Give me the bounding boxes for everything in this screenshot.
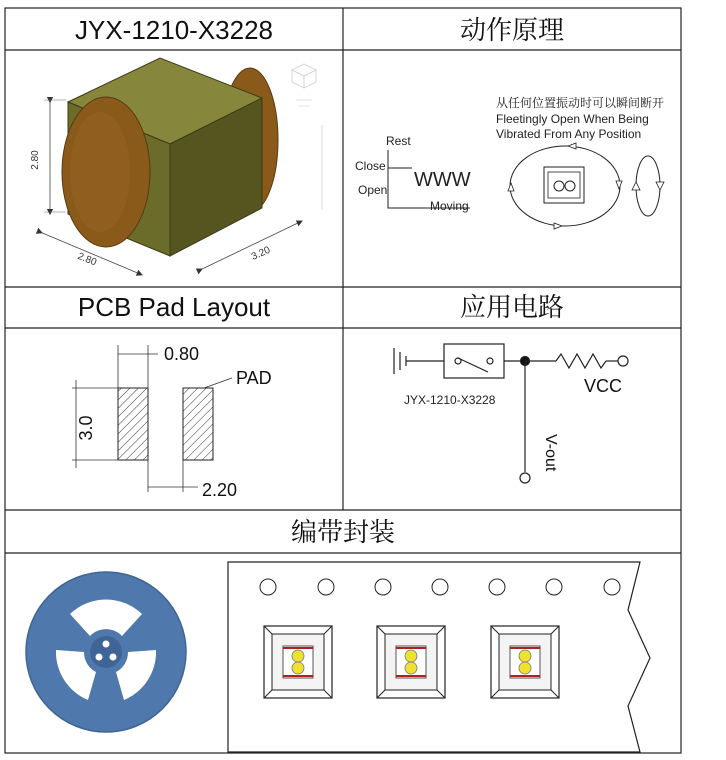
switch-icon [444,344,504,378]
tape-pocket-2 [377,626,445,698]
moving-label: Moving [430,199,469,213]
ball-icon [554,181,564,191]
principle-description-cn: 从任何位置振动时可以瞬间断开 [496,96,665,110]
cube-depth-label: 2.80 [75,250,99,269]
pad-height-label: 3.0 [76,415,96,441]
tape-pocket-3 [491,626,559,698]
circuit-header: 应用电路 [459,293,565,323]
principle-description-en-1: Fleetingly Open When Being [496,112,649,126]
pad-gap-label: 0.80 [164,344,200,364]
cube-width-label: 3.20 [249,244,273,263]
application-circuit [394,344,628,483]
pcb-pad-layout [72,344,272,500]
principle-description-en-2: Vibrated From Any Position [496,127,642,141]
vout-label: V-out [542,434,559,472]
close-label: Close [355,159,386,173]
rest-label: Rest [386,134,411,148]
reel-icon [26,572,186,732]
pcb-layout-header: PCB Pad Layout [77,292,271,322]
vcc-terminal [618,356,628,366]
pad-right [183,388,213,460]
vertical-rotation-ellipse [636,156,660,216]
vout-terminal [520,473,530,483]
switch-3d-view [30,58,322,274]
ground-icon [394,348,406,374]
resistor-icon [556,354,606,368]
vcc-label: VCC [584,376,623,396]
part-number-header: JYX-1210-X3228 [74,15,274,45]
circuit-component-label: JYX-1210-X3228 [404,393,496,407]
principle-diagram [355,95,664,229]
packaging-header: 编带封装 [290,518,396,548]
pad-label: PAD [236,368,272,388]
open-label: Open [358,183,388,197]
pad-left [118,388,148,460]
cube-height-label: 2.80 [30,150,41,170]
tape-pocket-1 [264,626,332,698]
spring-glyph: WWW [414,169,471,191]
principle-header: 动作原理 [459,16,565,46]
orientation-cube-icon [292,64,322,210]
pad-span-label: 2.20 [202,480,238,500]
